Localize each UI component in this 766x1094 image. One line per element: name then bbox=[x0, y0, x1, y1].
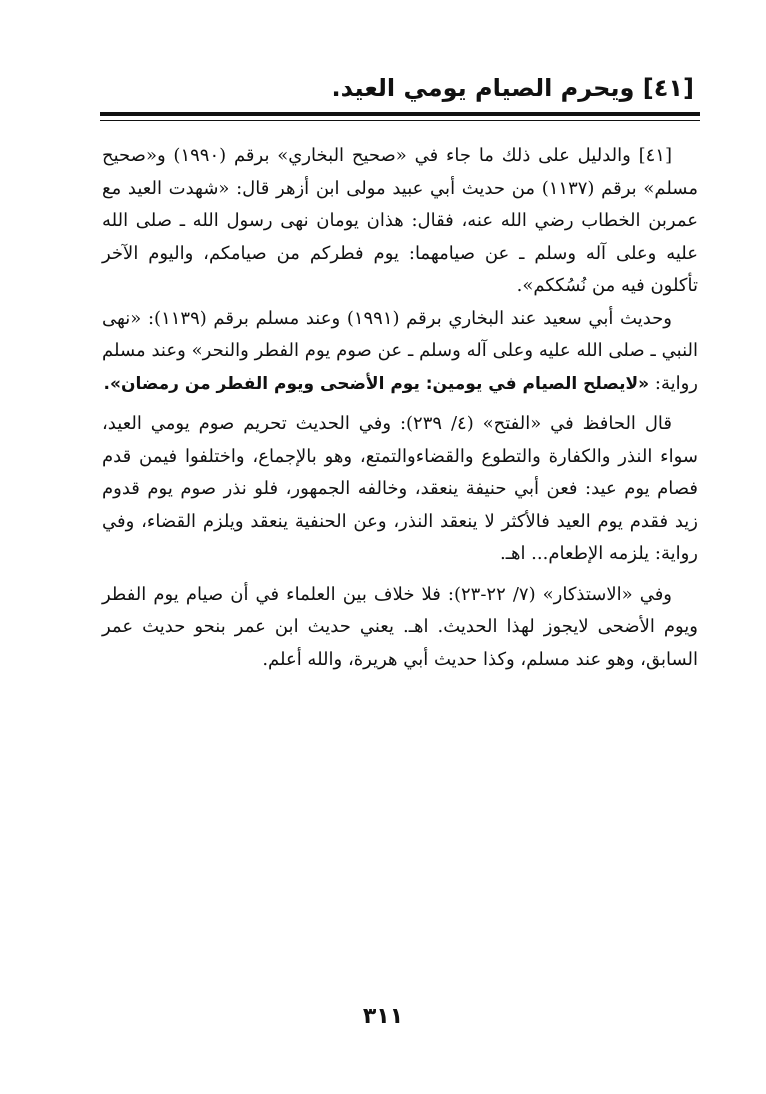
header-divider-thick bbox=[100, 112, 700, 116]
header-divider-thin bbox=[100, 120, 700, 121]
page-title: [٤١] ويحرم الصيام يومي العيد. bbox=[331, 74, 694, 102]
paragraph-2-text: وحديث أبي سعيد عند البخاري برقم (١٩٩١) وعند مسلم برقم (١١٣٩): «نهى النبي ـ صلى الله عليه وعلى آله وسلم ـ عن صوم يوم الفطر والنحر» وعند مسلم رواية: bbox=[102, 307, 698, 394]
paragraph-3: قال الحافظ في «الفتح» (٤/ ٢٣٩): وفي الحديث تحريم صوم يومي العيد، سواء النذر والكفارة والتطوع والقضاءوالتمتع، وهو بالإجماع، واختلفوا فيمن قدم فصام يوم عيد: فعن أبي حنيفة ينعقد، وخالفه الجمهور، فلو نذر صوم يوم قدوم زيد فقدم يوم العيد فالأكثر لا ينعقد النذر، وعن الحنفية ينعقد ويلزم القضاء، وفي رواية: يلزمه الإطعام... اهـ. bbox=[102, 413, 698, 564]
page-number: ٣١١ bbox=[362, 1004, 404, 1029]
paragraph-1: [٤١] والدليل على ذلك ما جاء في «صحيح البخاري» برقم (١٩٩٠) و«صحيح مسلم» برقم (١١٣٧) من حديث أبي عبيد مولى ابن أزهر قال: «شهدت العيد مع عمربن الخطاب رضي الله عنه، فقال: هذان يومان نهى رسول الله ـ صلى الله عليه وعلى آله وسلم ـ عن صيامهما: يوم فطركم من صيامكم، واليوم الآخر تأكلون فيه من نُسُككم». bbox=[102, 145, 698, 296]
paragraph-2 bbox=[102, 303, 698, 401]
footnote-body bbox=[102, 140, 698, 676]
paragraph-2-bold-quote: «لايصلح الصيام في يومين: يوم الأضحى ويوم الفطر من رمضان». bbox=[103, 373, 650, 394]
paragraph-4: وفي «الاستذكار» (٧/ ٢٢-٢٣): فلا خلاف بين العلماء في أن صيام يوم الفطر ويوم الأضحى لايجوز لهذا الحديث. اهـ. يعني حديث ابن عمر بنحو حديث عمر السابق، وهو عند مسلم، وكذا حديث أبي هريرة، والله أعلم. bbox=[102, 583, 698, 670]
